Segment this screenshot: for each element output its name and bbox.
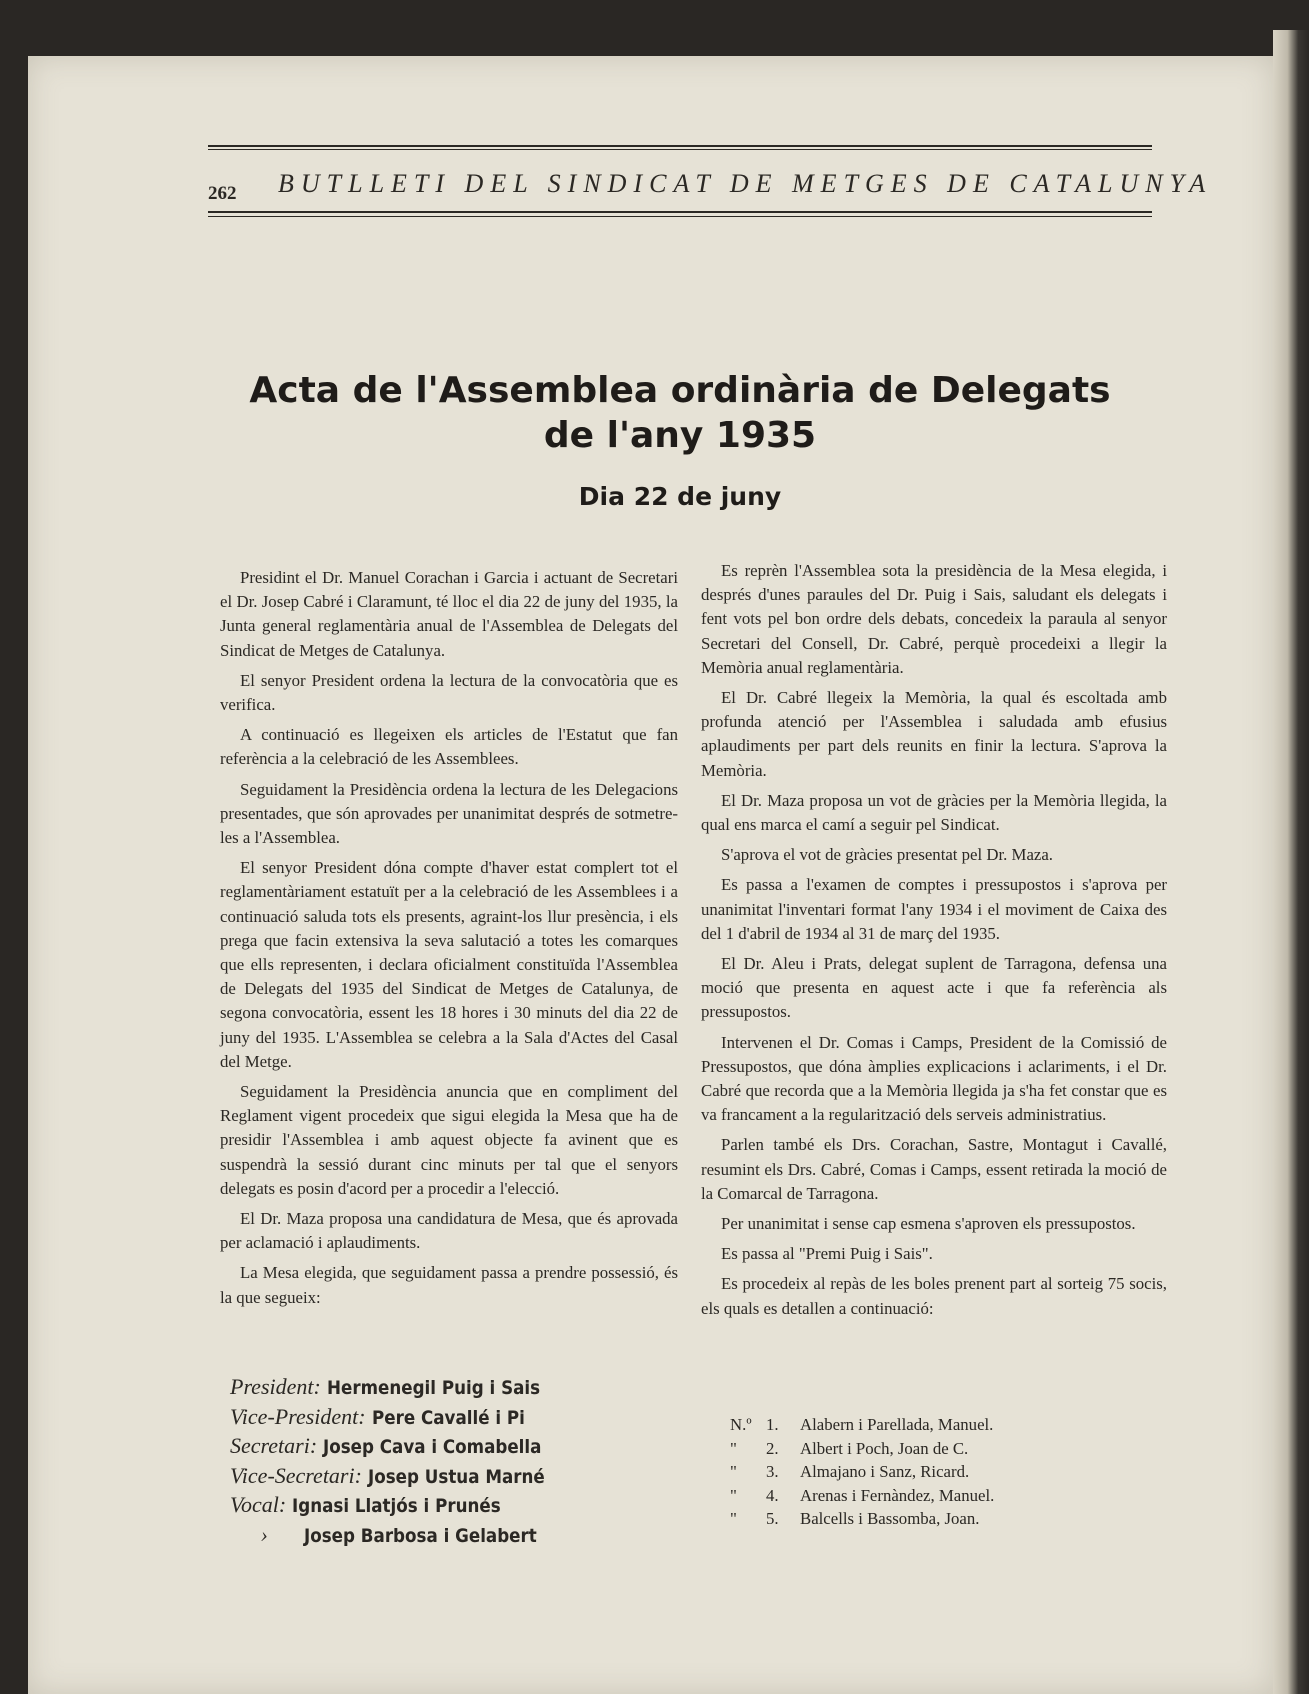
page-number: 262 [208, 183, 237, 204]
left-column [220, 566, 678, 1316]
lot-number: 5. [766, 1509, 779, 1528]
paragraph: Per unanimitat i sense cap esmena s'aproven els pressupostos. [721, 1214, 1136, 1234]
lot-number: 1. [766, 1415, 779, 1434]
lottery-list [730, 1413, 1150, 1531]
lot-prefix: " [730, 1509, 737, 1528]
paragraph: El Dr. Maza proposa un vot de gràcies per la Memòria llegida, la qual ens marca el camí a seguir pel Sindicat. [701, 790, 1167, 835]
header-rule-top-thin [208, 149, 1152, 150]
paragraph: El Dr. Aleu i Prats, delegat suplent de Tarragona, defensa una moció que presenta en aquest acte i que fa referència als pressupostos. [701, 954, 1167, 1022]
right-column [701, 559, 1167, 1327]
officer-name: Pere Cavallé i Pi [371, 1406, 525, 1429]
paragraph: La Mesa elegida, que seguidament passa a prendre possessió, és la que segueix: [220, 1263, 678, 1307]
lot-name: Almajano i Sanz, Ricard. [800, 1462, 970, 1481]
officer-name: Josep Cava i Comabella [323, 1436, 542, 1458]
lot-number: 2. [766, 1438, 779, 1458]
paragraph: El senyor President ordena la lectura de la convocatòria que es verifica. [220, 670, 678, 715]
lot-name: Balcells i Bassomba, Joan. [800, 1509, 980, 1528]
header-rule-top [208, 145, 1152, 147]
officer-row [230, 1403, 680, 1433]
officer-row [230, 1462, 680, 1492]
paragraph: El Dr. Maza proposa una candidatura de Mesa, que és aprovada per aclamació i aplaudiments. [220, 1209, 678, 1253]
officer-row [230, 1373, 680, 1403]
paragraph: Seguidament la Presidència anuncia que en compliment del Reglament vigent procedeix que sigui elegida la Mesa que ha de presidir l'Assemblea i amb aquest objecte fa avinent que es suspendrà la sessió durant cinc minuts per tal que el senyors delegats es posin d'acord per a procedir a l'elecció. [220, 1082, 678, 1198]
paragraph: Es reprèn l'Assemblea sota la presidència de la Mesa elegida, i després d'unes paraules del Dr. Puig i Sais, saludant els delegats i fent vots pel bon ordre dels debats, concedeix la paraula al senyor Secretari del Consell, Dr. Cabré, perquè procedeixi a llegir la Memòria anual reglamentària. [701, 561, 1167, 677]
paragraph: Es passa a l'examen de comptes i pressupostos i s'aprova per unanimitat l'inventari format l'any 1934 i el moviment de Caixa des del 1 d'abril de 1934 al 31 de març del 1935. [701, 875, 1167, 943]
lot-name: Arenas i Fernàndez, Manuel. [800, 1485, 995, 1505]
running-header [208, 145, 1213, 225]
article-title-line2: de l'any 1935 [543, 415, 817, 456]
paragraph: Intervenen el Dr. Comas i Camps, President de la Comissió de Pressupostos, que dóna àmplies explicacions i aclariments, i el Dr. Cabré que recorda que a la Memòria llegida ja s'ha fet constar que es va francament a la regularització dels serveis administratius. [701, 1032, 1167, 1125]
officer-name: Hermenegil Puig i Sais [326, 1377, 540, 1399]
officer-role: Secretari: [230, 1433, 318, 1458]
paragraph: Presidint el Dr. Manuel Corachan i Garcia i actuant de Secretari el Dr. Josep Cabré i Claramunt, té lloc el dia 22 de juny del 1935, la Junta general reglamentària anual de l'Assemblea de Delegats del Sindicat de Metges de Catalunya. [220, 568, 678, 660]
officer-row [230, 1491, 680, 1521]
list-item [730, 1437, 1150, 1461]
officer-role: President: [230, 1374, 321, 1399]
journal-title: BUTLLETI DEL SINDICAT DE METGES DE CATALUNYA [278, 169, 1213, 198]
paragraph: Es passa al "Premi Puig i Sais". [721, 1244, 933, 1264]
page-edge [1273, 30, 1309, 1694]
paragraph: El Dr. Cabré llegeix la Memòria, la qual és escoltada amb profunda atenció per l'Assemblea i saludada amb efusius aplaudiments per part dels reunits en finir la lectura. S'aprova la Memòria. [701, 688, 1167, 780]
officer-role: Vice-Secretari: [230, 1462, 362, 1488]
officer-name: Josep Barbosa i Gelabert [304, 1524, 537, 1547]
officer-role: › [260, 1521, 268, 1547]
lot-prefix: " [730, 1438, 737, 1458]
officer-role: Vice-President: [230, 1403, 366, 1429]
officer-role: Vocal: [230, 1492, 287, 1517]
officer-row [230, 1432, 680, 1462]
paragraph: S'aprova el vot de gràcies presentat pel Dr. Maza. [721, 845, 1053, 865]
paragraph: Seguidament la Presidència ordena la lectura de les Delegacions presentades, que són aprovades per unanimitat després de sotmetre-les a l'Assemblea. [220, 779, 678, 848]
officer-row [230, 1521, 680, 1551]
lot-number: 4. [766, 1485, 779, 1505]
list-item [730, 1460, 1150, 1484]
lot-prefix: " [730, 1485, 737, 1505]
article-title-line1: Acta de l'Assemblea ordinària de Delegats [249, 370, 1111, 411]
lot-name: Albert i Poch, Joan de C. [800, 1438, 969, 1458]
paragraph: Parlen també els Drs. Corachan, Sastre, Montagut i Cavallé, resumint els Drs. Cabré, Comas i Camps, essent retirada la moció de la Comarcal de Tarragona. [701, 1135, 1167, 1203]
article-subtitle: Dia 22 de juny [578, 482, 782, 511]
list-item [730, 1413, 1150, 1437]
officers-list [230, 1373, 680, 1550]
lot-prefix: " [730, 1462, 737, 1481]
lot-number: 3. [766, 1462, 779, 1481]
paragraph: El senyor President dóna compte d'haver estat complert tot el reglamentàriament estatuït per a la celebració de les Assemblees i a continuació saluda tots els presents, agraint-los llur presència, i els prega que facin extensiva la seva salutació a totes les comarques que ells representen, i declara oficialment constituïda l'Assemblea de Delegats del 1935 del Sindicat de Metges de Catalunya, de segona convocatòria, essent les 18 hores i 30 minuts del dia 22 de juny del 1935. L'Assemblea se celebra a la Sala d'Actes del Casal del Metge. [220, 858, 678, 1071]
header-rule-bottom [208, 211, 1152, 213]
officer-name: Josep Ustua Marné [367, 1465, 545, 1488]
list-item [730, 1484, 1150, 1508]
paragraph: Es procedeix al repàs de les boles prenent part al sorteig 75 socis, els quals es detallen a continuació: [701, 1274, 1167, 1318]
officer-name: Ignasi Llatjós i Prunés [292, 1495, 501, 1517]
paragraph: A continuació es llegeixen els articles de l'Estatut que fan referència a la celebració de les Assemblees. [220, 725, 678, 769]
lot-prefix: N.º [730, 1415, 752, 1434]
header-rule-bottom-thin [208, 216, 1152, 217]
lot-name: Alabern i Parellada, Manuel. [800, 1415, 994, 1434]
list-item [730, 1507, 1150, 1531]
